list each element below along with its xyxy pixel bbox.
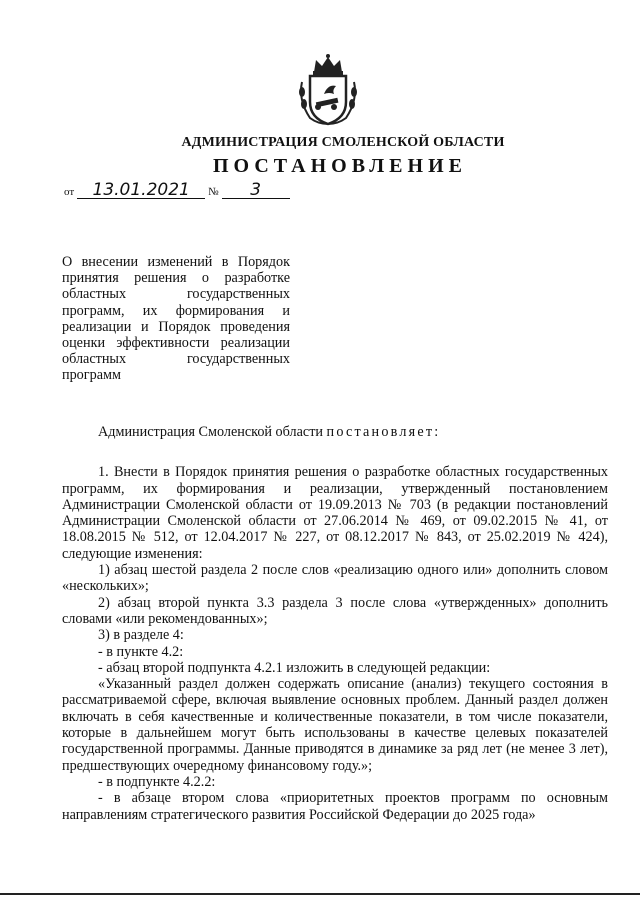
- intro-line: [62, 424, 608, 440]
- paragraph: - в абзаце втором слова «приоритетных проектов программ по основным направлениям стратегического развития Российской Федерации до 2025 года»: [62, 790, 608, 823]
- document-number: 3: [222, 182, 290, 199]
- paragraph: - в пункте 4.2:: [98, 643, 184, 660]
- coat-of-arms-icon: [296, 52, 360, 126]
- intro-text: Администрация Смоленской области: [98, 424, 327, 440]
- paragraph: «Указанный раздел должен содержать описание (анализ) текущего состояния в рассматриваемой сфере, включая выявление основных проблем. Данный раздел должен включать в себя качественные и количественные показатели, в том числе показатели, которые в дальнейшем могут быть использованы в качестве целевых показателей государственной программы. Данные приводятся в динамике за ряд лет (не менее 3 лет), предшествующих очередному финансовому году.»;: [62, 676, 608, 774]
- organization-name: АДМИНИСТРАЦИЯ СМОЛЕНСКОЙ ОБЛАСТИ: [181, 135, 505, 150]
- document-type: ПОСТАНОВЛЕНИЕ: [213, 155, 467, 177]
- document-date: 13.01.2021: [77, 182, 205, 199]
- paragraph: 2) абзац второй пункта 3.3 раздела 3 после слова «утвержденных» дополнить словами «или рекомендованных»;: [62, 594, 608, 627]
- date-label: от: [64, 186, 75, 198]
- document-subject: О внесении изменений в Порядок принятия решения о разработке областных государственных программ, их формирования и реализации и Порядок проведения оценки эффективности реализации областных государственных программ: [62, 254, 290, 384]
- number-label: №: [208, 186, 219, 198]
- date-number-line: [64, 182, 290, 199]
- page-bottom-rule: [0, 893, 640, 895]
- paragraph: - в подпункте 4.2.2:: [98, 773, 216, 790]
- resolution-word: постановляет:: [326, 424, 441, 440]
- paragraph: 3) в разделе 4:: [98, 627, 184, 644]
- paragraph: - абзац второй подпункта 4.2.1 изложить в следующей редакции:: [98, 659, 491, 676]
- paragraph: 1. Внести в Порядок принятия решения о разработке областных государственных программ, их формирования и реализации, утвержденный постановлением Администрации Смоленской области от 19.09.2013 № 703 (в редакции постановлений Администрации Смоленской области от 27.06.2014 № 469, от 09.02.2015 № 41, от 18.08.2015 № 512, от 12.04.2017 № 227, от 08.12.2017 № 843, от 25.02.2019 № 424), следующие изменения:: [62, 464, 608, 562]
- paragraph: 1) абзац шестой раздела 2 после слов «реализацию одного или» дополнить словом «нескольких»;: [62, 562, 608, 595]
- document-body: [62, 424, 608, 823]
